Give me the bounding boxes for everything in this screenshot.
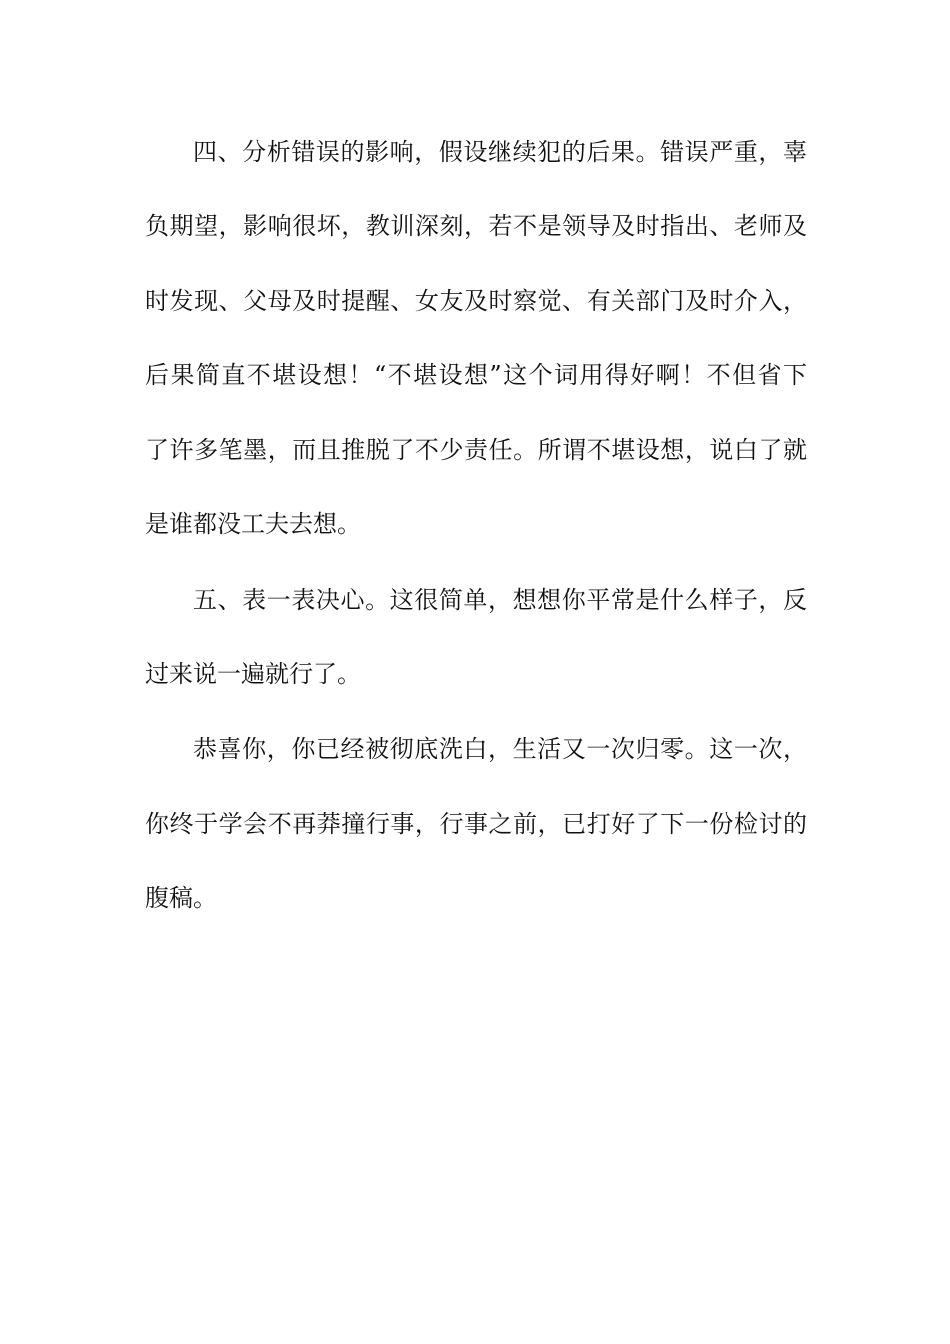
paragraph-3-line-2: 你终于学会不再莽撞行事，行事之前，已打好了下一份检讨的 xyxy=(145,810,807,838)
paragraph-1-line-4: 后果简直不堪设想！“不堪设想”这个词用得好啊！不但省下 xyxy=(145,361,807,389)
paragraph-1-line-6: 是谁都没工夫去想。 xyxy=(145,510,361,538)
paragraph-1-line-5: 了许多笔墨，而且推脱了不少责任。所谓不堪设想，说白了就 xyxy=(145,436,807,464)
paragraph-1-line-3: 时发现、父母及时提醒、女友及时察觉、有关部门及时介入， xyxy=(145,287,807,315)
paragraph-1-line-2: 负期望，影响很坏，教训深刻，若不是领导及时指出、老师及 xyxy=(145,212,807,240)
paragraph-1-line-1: 四、分析错误的影响，假设继续犯的后果。错误严重，辜 xyxy=(193,138,807,166)
paragraph-3-line-1: 恭喜你，你已经被彻底洗白，生活又一次归零。这一次， xyxy=(193,735,807,763)
paragraph-3-line-3: 腹稿。 xyxy=(145,884,217,912)
paragraph-2-line-1: 五、表一表决心。这很简单，想想你平常是什么样子，反 xyxy=(193,586,807,614)
paragraph-2-line-2: 过来说一遍就行了。 xyxy=(145,660,361,688)
